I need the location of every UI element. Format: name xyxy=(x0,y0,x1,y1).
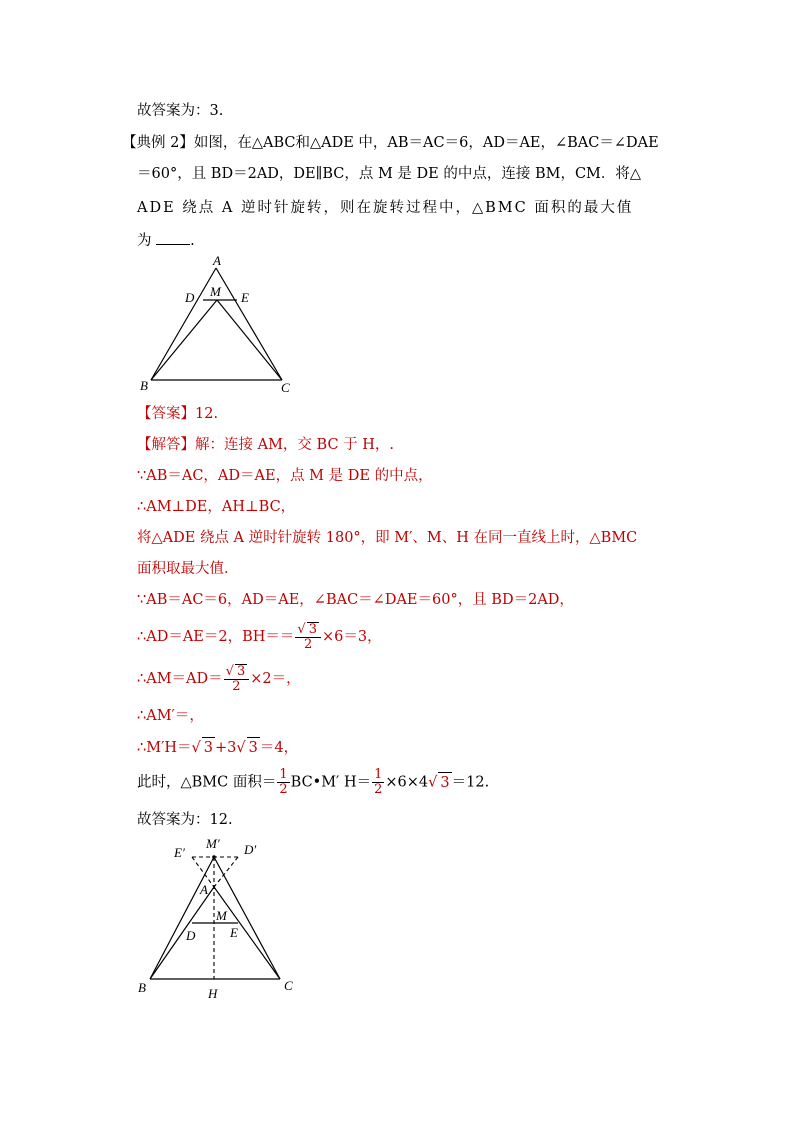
s7-text-a: ∴AD＝AE＝2，BH＝＝ xyxy=(137,629,295,645)
s8-text-b: ×2＝， xyxy=(250,671,301,687)
previous-answer: 故答案为：3. xyxy=(137,103,224,119)
fig2-label-A: A xyxy=(200,882,208,897)
fig1-label-D: D xyxy=(185,290,195,305)
sqrt-radicand: 3 xyxy=(202,737,215,758)
fraction-den: 2 xyxy=(279,782,288,797)
fraction-den: 2 xyxy=(304,637,313,652)
s11-text-d: ＝12. xyxy=(451,774,490,791)
figure-2 xyxy=(130,832,300,1007)
sqrt-radicand: 3 xyxy=(236,664,246,679)
solution-line-11: 此时，△BMC 面积＝ $\frac{1}{2}$ BC•M′ H＝ $\frac{1}{2}$ ×6×4√ 3 ＝12. xyxy=(137,767,490,797)
fig2-label-Ep: E′ xyxy=(174,845,185,860)
fraction-sqrt3-over-2: $\frac{√ 3}{2}$ xyxy=(295,622,321,652)
solution-line-7 xyxy=(137,622,382,652)
solution-line-2: ∵AB＝AC，AD＝AE，点 M 是 DE 的中点， xyxy=(137,468,433,484)
solution-line-5: 面积取最大值. xyxy=(137,561,229,577)
fraction-sqrt3-over-2b: $\frac{√ 3}{2}$ xyxy=(224,664,250,694)
solution-line-4: 将△ADE 绕点 A 逆时针旋转 180°，即 M′、M、H 在同一直线上时，△BMC xyxy=(137,530,638,546)
s11-text-a: 此时，△BMC 面积＝ xyxy=(137,774,277,791)
solution-text-1: 解：连接 AM，交 BC 于 H，. xyxy=(195,437,395,453)
s10-text-b: +3 xyxy=(215,740,237,756)
fig2-label-H: H xyxy=(208,986,218,1001)
solution-line-3: ∴AM⊥DE，AH⊥BC， xyxy=(137,499,296,515)
s11-text-c: ×6×4 xyxy=(385,774,429,791)
sqrt-radicand: 3 xyxy=(247,737,260,758)
fig1-label-B: B xyxy=(140,378,148,393)
s8-text-a: ∴AM＝AD＝ xyxy=(137,671,223,687)
sqrt-radicand: 3 xyxy=(438,772,451,793)
s11-text-b: BC•M′ H＝ xyxy=(290,774,372,791)
fig1-label-E: E xyxy=(241,290,249,305)
example-line-4 xyxy=(137,230,195,251)
answer-line xyxy=(137,404,218,424)
solution-line-9: ∴AM′＝， xyxy=(137,708,204,724)
figure-1 xyxy=(135,250,315,400)
example-line-3: ADE 绕点 A 逆时针旋转，则在旋转过程中，△BMC 面积的最大值 xyxy=(137,200,634,216)
fig2-label-D: D xyxy=(186,928,196,943)
s10-text-c: ＝4， xyxy=(259,740,299,756)
fig2-label-Mp: M′ xyxy=(206,836,220,851)
fig2-label-E: E xyxy=(230,925,238,940)
example-line-1 xyxy=(122,133,659,153)
example-text-4: 为 xyxy=(137,233,152,249)
solution-line-6: ∵AB＝AC＝6，AD＝AE，∠BAC＝∠DAE＝60°，且 BD＝2AD， xyxy=(137,592,574,608)
answer-value: 12. xyxy=(195,406,219,422)
solution-tag: 【解答】 xyxy=(137,437,195,453)
fraction-den: 2 xyxy=(232,679,241,694)
fig1-label-A: A xyxy=(213,253,221,268)
sqrt-radicand: 3 xyxy=(308,622,317,637)
example-line-2: ＝60°，且 BD＝2AD，DE∥BC，点 M 是 DE 的中点，连接 BM，CM．将△ xyxy=(137,166,642,182)
fraction-one-half-b xyxy=(372,768,384,797)
solution-line-10: ∴M′H＝√ 3 +3√ 3 ＝4， xyxy=(137,737,298,758)
fig2-label-M: M xyxy=(216,908,227,923)
fraction-one-half xyxy=(277,768,289,797)
answer-tag: 【答案】 xyxy=(137,406,195,422)
example-text-4-end: . xyxy=(190,233,195,249)
fraction-num: 1 xyxy=(279,767,288,782)
solution-line-8 xyxy=(137,664,301,694)
fig1-label-C: C xyxy=(281,380,290,395)
fig1-label-M: M xyxy=(210,284,221,299)
fraction-num: 1 xyxy=(374,767,383,782)
fig2-label-B: B xyxy=(138,980,146,995)
fig2-label-Dp: D′ xyxy=(244,842,257,857)
s10-text-a: ∴M′H＝ xyxy=(137,740,192,756)
fig2-label-C: C xyxy=(284,978,293,993)
fraction-den: 2 xyxy=(374,782,383,797)
solution-line-1 xyxy=(137,435,394,455)
example-tag: 【典例 2】 xyxy=(122,135,194,151)
s7-text-b: ×6＝3， xyxy=(321,629,382,645)
example-text-1: 如图，在△ABC和△ADE 中，AB＝AC＝6，AD＝AE，∠BAC＝∠DAE xyxy=(193,135,659,151)
answer-blank xyxy=(156,230,190,245)
final-answer: 故答案为：12. xyxy=(137,812,233,828)
